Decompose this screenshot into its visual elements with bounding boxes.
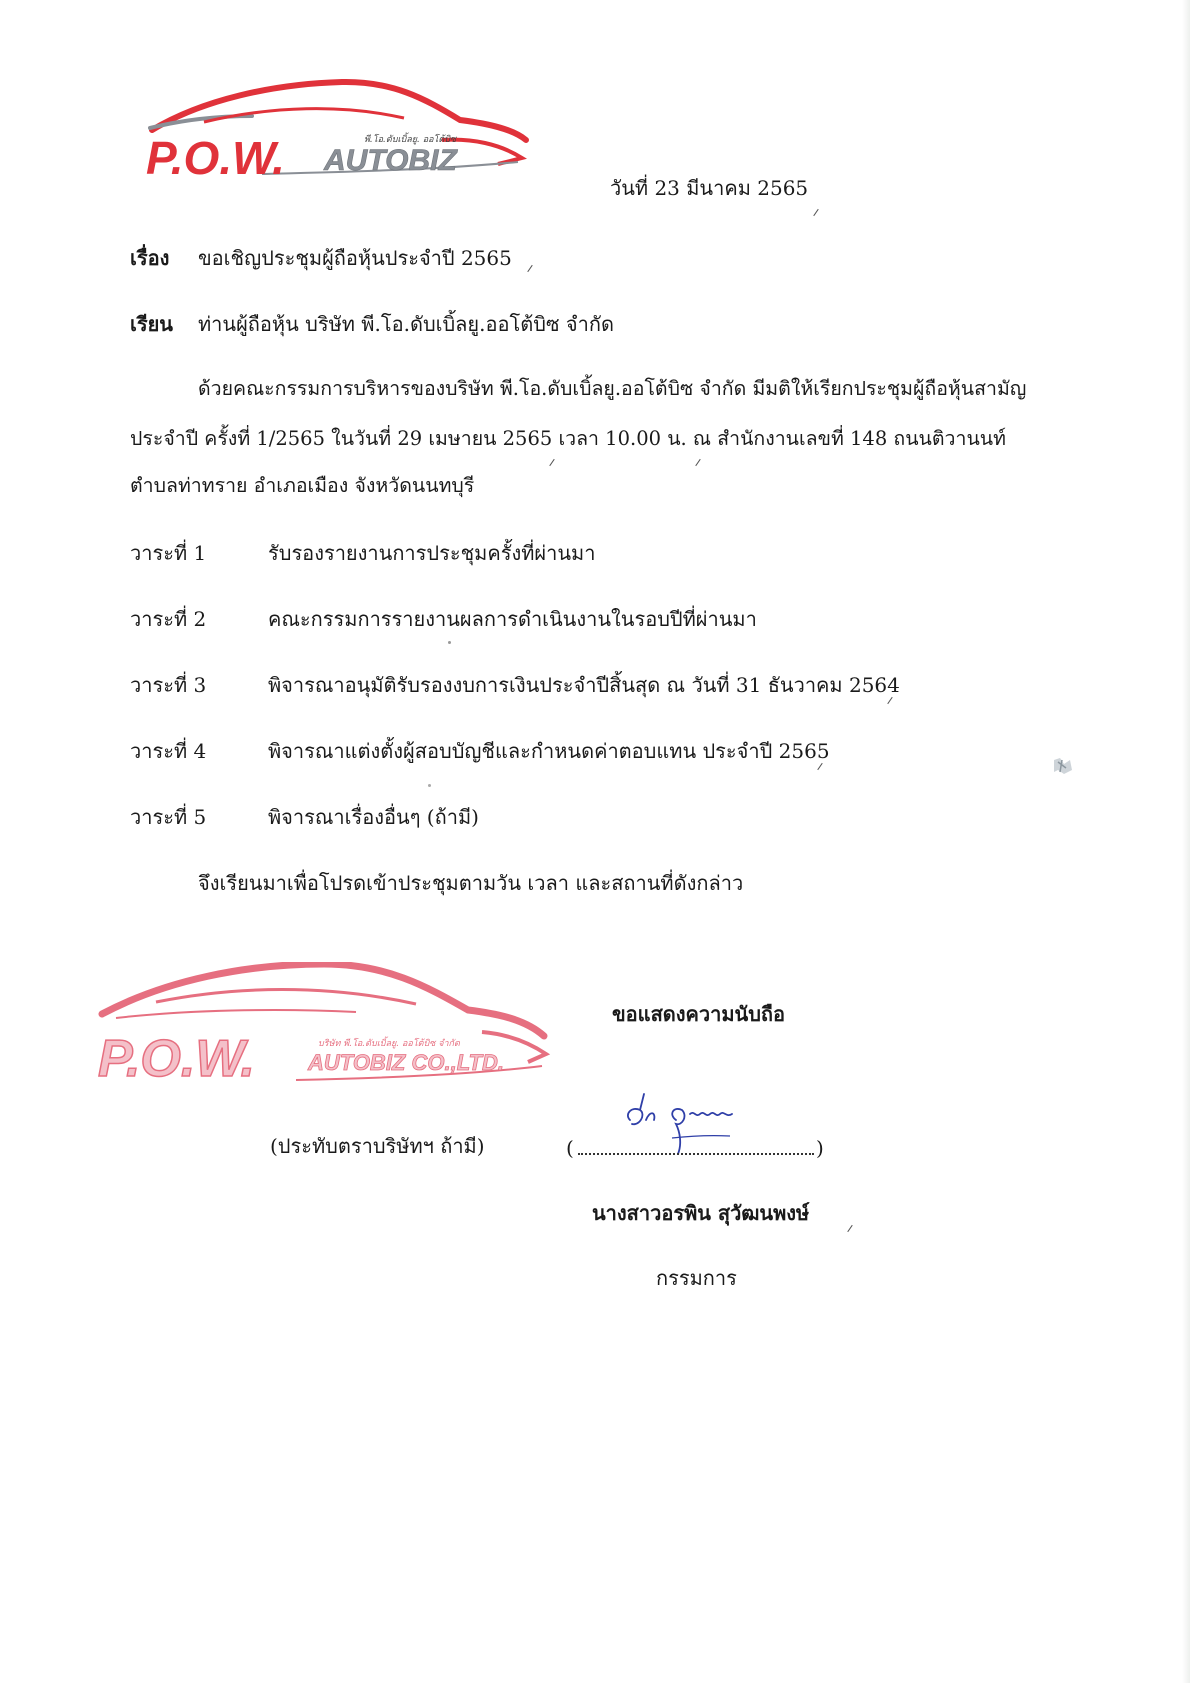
agenda-label: วาระที่ 3 [130, 673, 207, 697]
agenda-text: คณะกรรมการรายงานผลการดำเนินงานในรอบปีที่ผ่านมา [268, 607, 757, 631]
scan-dot [428, 784, 431, 787]
body-line-1: ด้วยคณะกรรมการบริหารของบริษัท พี.โอ.ดับเบิ้ลยู.ออโต้บิซ จำกัด มีมติให้เรียกประชุมผู้ถือหุ้นสามัญ [198, 377, 1027, 400]
date-line: วันที่ 23 มีนาคม 2565 [610, 176, 809, 200]
agenda-label: วาระที่ 2 [130, 607, 207, 631]
agenda-label: วาระที่ 1 [130, 541, 207, 565]
signatory-name: นางสาวอรพิน สุวัฒนพงษ์ [592, 1201, 810, 1225]
agenda-label: วาระที่ 5 [130, 805, 207, 829]
signature-line-close: ) [816, 1136, 824, 1160]
regards-text: ขอแสดงความนับถือ [612, 1002, 786, 1026]
scan-dot [448, 641, 451, 644]
signatory-title: กรรมการ [656, 1266, 737, 1290]
signature-image [610, 1080, 780, 1160]
agenda-label: วาระที่ 4 [130, 739, 207, 763]
tick-mark [813, 209, 818, 216]
company-stamp [96, 962, 556, 1092]
tick-mark [549, 459, 554, 466]
stamp-product-text: AUTOBIZ CO.,LTD. [308, 1050, 504, 1075]
body-line-3: ตำบลท่าทราย อำเภอเมือง จังหวัดนนทบุรี [130, 474, 475, 497]
tick-mark [817, 763, 822, 770]
agenda-text: พิจารณาเรื่องอื่นๆ (ถ้ามี) [268, 805, 479, 829]
page-edge [1182, 0, 1190, 1683]
addressee-label: เรียน [130, 312, 173, 336]
stamp-brand-text: P.O.W. [98, 1030, 255, 1088]
logo-brand-text: P.O.W. [146, 132, 285, 184]
addressee-text: ท่านผู้ถือหุ้น บริษัท พี.โอ.ดับเบิ้ลยู.ออโต้บิซ จำกัด [198, 312, 614, 336]
stamp-caption: (ประทับตราบริษัทฯ ถ้ามี) [270, 1134, 485, 1158]
subject-label: เรื่อง [130, 246, 170, 270]
tick-mark [527, 265, 532, 272]
signature-line-open: ( [566, 1136, 574, 1160]
tick-mark [695, 459, 700, 466]
closing-line: จึงเรียนมาเพื่อโปรดเข้าประชุมตามวัน เวลา และสถานที่ดังกล่าว [198, 871, 744, 895]
subject-text: ขอเชิญประชุมผู้ถือหุ้นประจำปี 2565 [198, 246, 512, 270]
scan-artifact [1052, 756, 1074, 776]
agenda-text: พิจารณาอนุมัติรับรองงบการเงินประจำปีสิ้นสุด ณ วันที่ 31 ธันวาคม 2564 [268, 673, 900, 697]
logo-thai-text: พี.โอ.ดับเบิ้ลยู. ออโต้บิซ [364, 135, 457, 145]
tick-mark [847, 1225, 852, 1232]
company-logo [142, 78, 538, 186]
agenda-text: รับรองรายงานการประชุมครั้งที่ผ่านมา [268, 541, 596, 565]
tick-mark [887, 697, 892, 704]
stamp-thai-text: บริษัท พี.โอ.ดับเบิ้ลยู. ออโต้บิซ จำกัด [318, 1039, 460, 1049]
logo-product-text: AUTOBIZ [324, 144, 457, 177]
agenda-text: พิจารณาแต่งตั้งผู้สอบบัญชีและกำหนดค่าตอบแทน ประจำปี 2565 [268, 739, 830, 763]
body-line-2: ประจำปี ครั้งที่ 1/2565 ในวันที่ 29 เมษายน 2565 เวลา 10.00 น. ณ สำนักงานเลขที่ 148 ถนนติวานนท์ [130, 427, 1006, 450]
signature-dotted-line [578, 1153, 814, 1155]
